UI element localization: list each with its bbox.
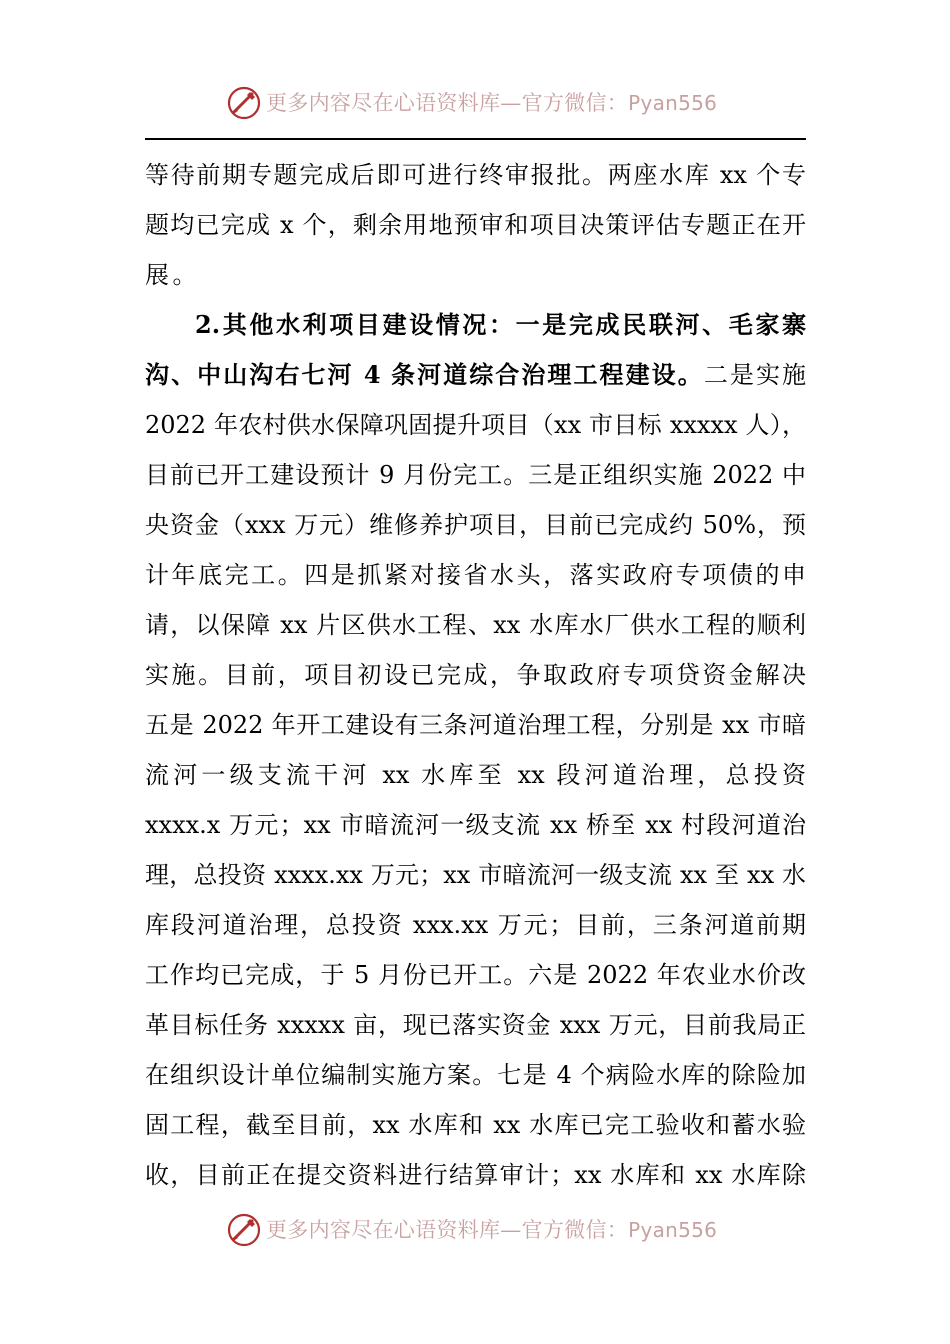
- header-text: 更多内容尽在心语资料库—官方微信：Pyan556: [266, 91, 718, 115]
- text-line: xxxx.x 万元；xx 市暗流河一级支流 xx 桥至 xx 村段河道治: [145, 811, 806, 839]
- text-line: 理，总投资 xxxx.xx 万元；xx 市暗流河一级支流 xx 至 xx 水: [145, 861, 806, 889]
- text-line: 五是 2022 年开工建设有三条河道治理工程，分别是 xx 市暗: [145, 711, 806, 739]
- footer-wechat-id: Pyan556: [628, 1218, 718, 1242]
- text-line: 展。: [145, 261, 200, 289]
- header-divider: [145, 138, 806, 140]
- text-line: 目前已开工建设预计 9 月份完工。三是正组织实施 2022 中: [145, 461, 806, 489]
- text-line: 实施。目前，项目初设已完成，争取政府专项贷资金解决: [145, 661, 806, 689]
- header-wechat-id: Pyan556: [628, 91, 718, 115]
- text-line: 2022 年农村供水保障巩固提升项目（xx 市目标 xxxxx 人），: [145, 411, 806, 439]
- text-line: 革目标任务 xxxxx 亩，现已落实资金 xxx 万元，目前我局正: [145, 1011, 806, 1039]
- text-line: 收，目前正在提交资料进行结算审计；xx 水库和 xx 水库除: [145, 1161, 806, 1189]
- text-line: 库段河道治理，总投资 xxx.xx 万元；目前，三条河道前期: [145, 911, 806, 939]
- text-line: [145, 350, 806, 400]
- footer-text: 更多内容尽在心语资料库—官方微信：Pyan556: [266, 1218, 718, 1242]
- text-line: 请，以保障 xx 片区供水工程、xx 水库水厂供水工程的顺利: [145, 611, 806, 639]
- header-banner: [0, 83, 950, 123]
- text-line: 央资金（xxx 万元）维修养护项目，目前已完成约 50%，预: [145, 511, 806, 539]
- pen-logo-icon: [226, 1212, 262, 1248]
- text-line: 在组织设计单位编制实施方案。七是 4 个病险水库的除险加: [145, 1061, 806, 1089]
- document-body: [145, 150, 806, 1200]
- text-line: 固工程，截至目前，xx 水库和 xx 水库已完工验收和蓄水验: [145, 1111, 806, 1139]
- section-heading-cont: 沟、中山沟右七河 4 条河道综合治理工程建设。: [145, 360, 704, 389]
- pen-logo-icon: [226, 85, 262, 121]
- text-line: 计年底完工。四是抓紧对接省水头，落实政府专项债的申: [145, 561, 806, 589]
- text-span: 二是实施: [703, 361, 806, 389]
- text-line: 等待前期专题完成后即可进行终审报批。两座水库 xx 个专: [145, 161, 806, 189]
- text-line: 工作均已完成，于 5 月份已开工。六是 2022 年农业水价改: [145, 961, 806, 989]
- text-line: 流河一级支流干河 xx 水库至 xx 段河道治理，总投资: [145, 761, 806, 789]
- text-line: 题均已完成 x 个，剩余用地预审和项目决策评估专题正在开: [145, 211, 806, 239]
- section-heading: 2.其他水利项目建设情况：一是完成民联河、毛家寨: [195, 310, 806, 339]
- footer-banner: [0, 1210, 950, 1250]
